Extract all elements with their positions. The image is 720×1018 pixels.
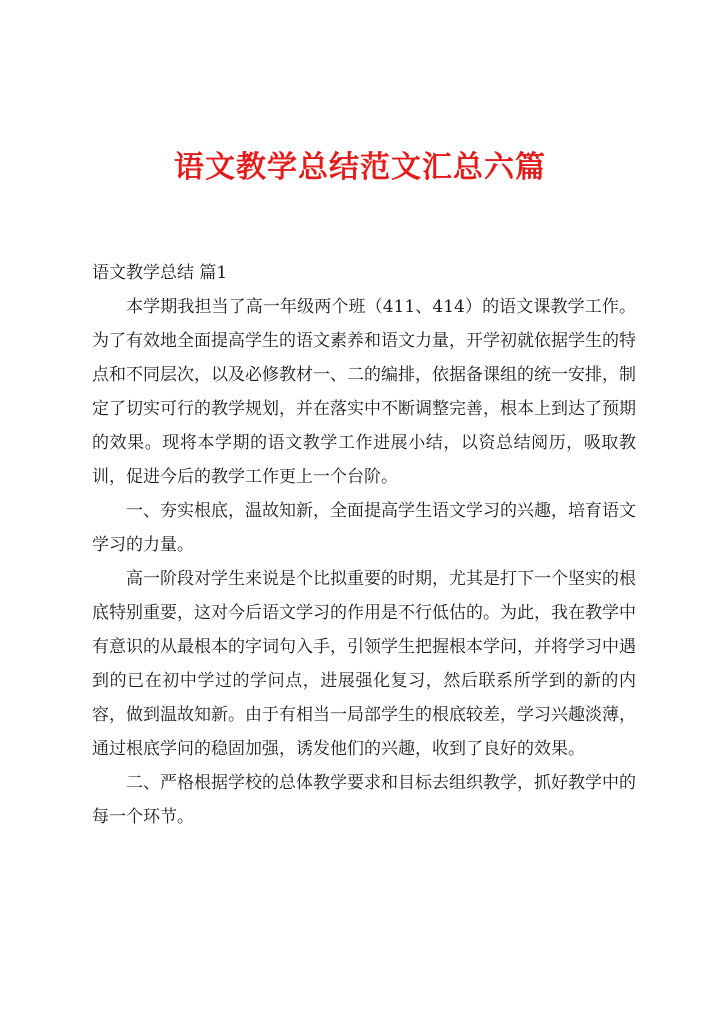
document-title: 语文教学总结范文汇总六篇	[174, 150, 546, 185]
section-heading: 语文教学总结 篇1	[92, 263, 228, 283]
document-body	[92, 256, 636, 834]
paragraph-point-one-detail: 高一阶段对学生来说是个比拟重要的时期，尤其是打下一个坚实的根底特别重要，这对今后语文学习的作用是不行低估的。为此，我在教学中有意识的从最根本的字词句入手，引领学生把握根本学问，并将学习中遇到的已在初中学过的学问点，进展强化复习，然后联系所学到的新的内容，做到温故知新。由于有相当一局部学生的根底较差，学习兴趣淡薄，通过根底学问的稳固加强，诱发他们的兴趣，收到了良好的效果。	[92, 569, 636, 759]
paragraph-point-two: 二、严格根据学校的总体教学要求和目标去组织教学，抓好教学中的每一个环节。	[92, 773, 636, 827]
paragraph-intro: 本学期我担当了高一年级两个班（411、414）的语文课教学工作。为了有效地全面提高学生的语文素养和语文力量，开学初就依据学生的特点和不同层次，以及必修教材一、二的编排，依据备课组的统一安排，制定了切实可行的教学规划，并在落实中不断调整完善，根本上到达了预期的效果。现将本学期的语文教学工作进展小结，以资总结阅历，吸取教训，促进今后的教学工作更上一个台阶。	[92, 297, 636, 487]
paragraph-point-one: 一、夯实根底，温故知新，全面提高学生语文学习的兴趣，培育语文学习的力量。	[92, 501, 636, 555]
